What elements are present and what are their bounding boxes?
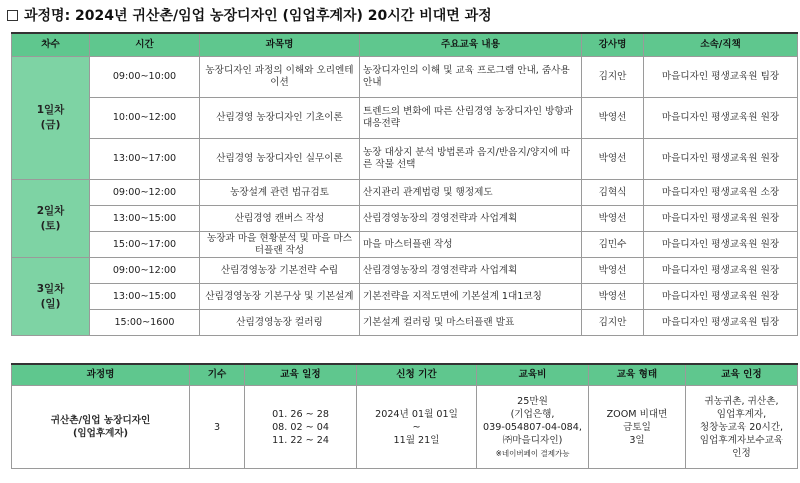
summary-header-recognition: 교육 인정 bbox=[686, 364, 798, 386]
day-label-line: 1일차 bbox=[36, 104, 65, 116]
session-instructor: 박영선 bbox=[582, 206, 644, 232]
schedule-row bbox=[12, 310, 798, 336]
schedule-table bbox=[11, 32, 798, 336]
summary-cohort: 3 bbox=[190, 386, 245, 469]
summary-fee bbox=[477, 386, 589, 469]
summary-recognition bbox=[686, 386, 798, 469]
session-affiliation: 마을디자인 평생교육원 원장 bbox=[644, 284, 798, 310]
day-label-line: (일) bbox=[40, 297, 61, 310]
summary-header-course: 과정명 bbox=[12, 364, 190, 386]
session-content: 기본전략을 지적도면에 기본설계 1대1코칭 bbox=[360, 284, 582, 310]
summary-header-apply: 신청 기간 bbox=[357, 364, 477, 386]
summary-apply-line: 2024년 01월 01일 bbox=[375, 408, 458, 420]
checkbox-icon bbox=[7, 10, 18, 21]
day-label bbox=[12, 180, 90, 258]
summary-date-line: 08. 02 ~ 04 bbox=[272, 421, 329, 433]
day-label-line: (토) bbox=[40, 219, 61, 232]
session-subject: 농장디자인 과정의 이해와 오리엔테이션 bbox=[200, 57, 360, 98]
session-time: 13:00~15:00 bbox=[90, 206, 200, 232]
session-content: 산림경영농장의 경영전략과 사업계획 bbox=[360, 206, 582, 232]
session-time: 13:00~17:00 bbox=[90, 139, 200, 180]
summary-header-dates: 교육 일정 bbox=[245, 364, 357, 386]
schedule-row bbox=[12, 180, 798, 206]
schedule-row bbox=[12, 139, 798, 180]
summary-table bbox=[11, 363, 798, 469]
session-time: 13:00~15:00 bbox=[90, 284, 200, 310]
summary-fee-line: 039-054807-04-084, bbox=[483, 421, 582, 433]
session-affiliation: 마을디자인 평생교육원 팀장 bbox=[644, 310, 798, 336]
session-time: 15:00~1600 bbox=[90, 310, 200, 336]
session-affiliation: 마을디자인 평생교육원 원장 bbox=[644, 232, 798, 258]
session-affiliation: 마을디자인 평생교육원 원장 bbox=[644, 98, 798, 139]
summary-format-line: 금토일 bbox=[623, 421, 651, 433]
session-instructor: 김혁식 bbox=[582, 180, 644, 206]
session-affiliation: 마을디자인 평생교육원 원장 bbox=[644, 258, 798, 284]
session-content: 트렌드의 변화에 따른 산림경영 농장디자인 방향과 대응전략 bbox=[360, 98, 582, 139]
session-content: 마을 마스터플랜 작성 bbox=[360, 232, 582, 258]
day-label bbox=[12, 57, 90, 180]
summary-date-line: 01. 26 ~ 28 bbox=[272, 408, 329, 420]
session-subject: 산림경영농장 컬러링 bbox=[200, 310, 360, 336]
session-instructor: 김민수 bbox=[582, 232, 644, 258]
session-instructor: 박영선 bbox=[582, 258, 644, 284]
session-instructor: 박영선 bbox=[582, 284, 644, 310]
summary-fee-line: ㈜마을디자인) bbox=[502, 434, 563, 446]
schedule-header-row bbox=[12, 33, 798, 57]
header-session: 차수 bbox=[12, 33, 90, 57]
summary-header-cohort: 기수 bbox=[190, 364, 245, 386]
summary-format-line: 3일 bbox=[629, 434, 645, 446]
session-instructor: 김지안 bbox=[582, 57, 644, 98]
session-time: 09:00~10:00 bbox=[90, 57, 200, 98]
summary-recognition-line: 인정 bbox=[732, 447, 751, 459]
summary-date-line: 11. 22 ~ 24 bbox=[272, 434, 329, 446]
session-subject: 산림경영 농장디자인 실무이론 bbox=[200, 139, 360, 180]
summary-row bbox=[12, 386, 798, 469]
summary-fee-line: 25만원 bbox=[517, 395, 548, 407]
session-time: 09:00~12:00 bbox=[90, 258, 200, 284]
header-instructor: 강사명 bbox=[582, 33, 644, 57]
page-title bbox=[7, 4, 492, 26]
summary-header-format: 교육 형태 bbox=[589, 364, 686, 386]
schedule-row bbox=[12, 206, 798, 232]
session-instructor: 박영선 bbox=[582, 98, 644, 139]
summary-header-row bbox=[12, 364, 798, 386]
summary-course-line: (임업후계자) bbox=[72, 428, 129, 439]
session-content: 농장디자인의 이해 및 교육 프로그램 안내, 줌사용 안내 bbox=[360, 57, 582, 98]
session-time: 15:00~17:00 bbox=[90, 232, 200, 258]
summary-apply bbox=[357, 386, 477, 469]
summary-format bbox=[589, 386, 686, 469]
day-label bbox=[12, 258, 90, 336]
session-instructor: 김지안 bbox=[582, 310, 644, 336]
header-subject: 과목명 bbox=[200, 33, 360, 57]
session-time: 10:00~12:00 bbox=[90, 98, 200, 139]
summary-course bbox=[12, 386, 190, 469]
summary-recognition-line: 귀농귀촌, 귀산촌, bbox=[704, 395, 779, 407]
session-subject: 농장설계 관련 법규검토 bbox=[200, 180, 360, 206]
session-content: 산림경영농장의 경영전략과 사업계획 bbox=[360, 258, 582, 284]
header-content: 주요교육 내용 bbox=[360, 33, 582, 57]
summary-recognition-line: 임업후계자, bbox=[716, 408, 767, 420]
summary-fee-note: ※네이버페이 결제가능 bbox=[495, 448, 570, 458]
header-time: 시간 bbox=[90, 33, 200, 57]
session-time: 09:00~12:00 bbox=[90, 180, 200, 206]
session-subject: 농장과 마을 현황분석 및 마을 마스터플랜 작성 bbox=[200, 232, 360, 258]
session-instructor: 박영선 bbox=[582, 139, 644, 180]
session-content: 기본설계 컬러링 및 마스터플랜 발표 bbox=[360, 310, 582, 336]
schedule-row bbox=[12, 258, 798, 284]
summary-apply-line: 11월 21일 bbox=[393, 434, 440, 446]
summary-recognition-line: 임업후계자보수교육 bbox=[699, 434, 784, 446]
summary-dates bbox=[245, 386, 357, 469]
summary-format-line: ZOOM 비대면 bbox=[606, 408, 668, 420]
session-content: 농장 대상지 분석 방법론과 음지/반음지/양지에 따른 작물 선택 bbox=[360, 139, 582, 180]
schedule-row bbox=[12, 57, 798, 98]
summary-header-fee: 교육비 bbox=[477, 364, 589, 386]
day-label-line: 2일차 bbox=[36, 204, 65, 217]
summary-apply-line: ~ bbox=[412, 421, 421, 433]
session-subject: 산림경영 농장디자인 기초이론 bbox=[200, 98, 360, 139]
session-subject: 산림경영 캔버스 작성 bbox=[200, 206, 360, 232]
session-affiliation: 마을디자인 평생교육원 원장 bbox=[644, 206, 798, 232]
schedule-row bbox=[12, 284, 798, 310]
session-subject: 산림경영농장 기본전략 수립 bbox=[200, 258, 360, 284]
session-content: 산지관리 관계법령 및 행정제도 bbox=[360, 180, 582, 206]
day-label-line: (금) bbox=[40, 119, 61, 131]
session-affiliation: 마을디자인 평생교육원 소장 bbox=[644, 180, 798, 206]
session-affiliation: 마을디자인 평생교육원 원장 bbox=[644, 139, 798, 180]
schedule-row bbox=[12, 98, 798, 139]
session-subject: 산림경영농장 기본구상 및 기본설계 bbox=[200, 284, 360, 310]
summary-recognition-line: 청창농교육 20시간, bbox=[699, 421, 784, 433]
page-title-text: 과정명: 2024년 귀산촌/임업 농장디자인 (임업후계자) 20시간 비대면 과정 bbox=[24, 8, 492, 24]
schedule-row bbox=[12, 232, 798, 258]
day-label-line: 3일차 bbox=[36, 282, 65, 295]
header-affiliation: 소속/직책 bbox=[644, 33, 798, 57]
session-affiliation: 마을디자인 평생교육원 팀장 bbox=[644, 57, 798, 98]
summary-fee-line: (기업은행, bbox=[510, 408, 555, 420]
summary-course-line: 귀산촌/임업 농장디자인 bbox=[50, 415, 151, 426]
